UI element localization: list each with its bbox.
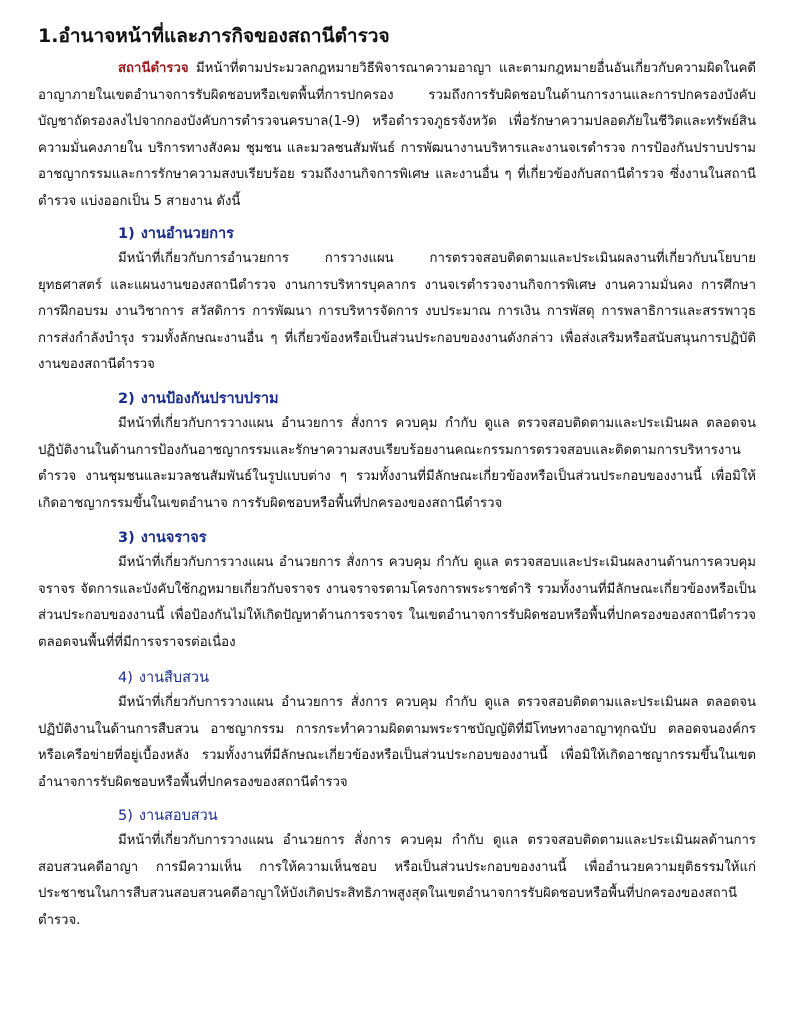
section-1-body: มีหน้าที่เกี่ยวกับการอำนวยการ การวางแผน การตรวจสอบติดตามและประเมินผลงานที่เกี่ยวกับนโยบายยุทธศาสตร์ และแผนงานของสถานีตำรวจ งานการบริหารบุคลากร งานจเรตำรวจงานกิจการพิเศษ งานความมั่นคง การศึกษาการฝึกอบรม งานวิชาการ สวัสดิการ การพัฒนา การบริหารจัดการ งบประมาณ การเงิน การพัสดุ การพลาธิการและสรรพาวุธการส่งกำลังบำรุง รวมทั้งลักษณะงานอื่น ๆ ที่เกี่ยวข้องหรือเป็นส่วนประกอบของงานดังกล่าว เพื่อส่งเสริมหรือสนับสนุนการปฏิบัติงานของสถานีตำรวจ xyxy=(38,251,756,372)
section-3-number: 3) xyxy=(118,530,135,546)
section-2-heading xyxy=(118,387,718,411)
section-2-body: มีหน้าที่เกี่ยวกับการวางแผน อำนวยการ สั่งการ ควบคุม กำกับ ดูแล ตรวจสอบติดตามและประเมินผล ตลอดจนปฏิบัติงานในด้านการป้องกันอาชญากรรมและรักษาความสงบเรียบร้อยงานคณะกรรมการตรวจสอบและติดตามการบริหารงานตำรวจ งานชุมชนและมวลชนสัมพันธ์ในรูปแบบต่าง ๆ รวมทั้งงานที่มีลักษณะเกี่ยวข้องหรือเป็นส่วนประกอบของงานนี้ เพื่อมิให้เกิดอาชญากรรมขึ้นในเขตอำนาจ การรับผิดชอบหรือพื้นที่ปกครองของสถานีตำรวจ xyxy=(38,416,756,511)
section-3-title: งานจราจร xyxy=(140,530,207,546)
section-3-heading xyxy=(118,526,718,550)
section-3-body: มีหน้าที่เกี่ยวกับการวางแผน อำนวยการ สั่งการ ควบคุม กำกับ ดูแล ตรวจสอบและประเมินผลงานด้านการควบคุมจราจร จัดการและบังคับใช้กฎหมายเกี่ยวกับจราจร งานจราจรตามโครงการพระราชดำริ รวมทั้งงานที่มีลักษณะเกี่ยวข้องหรือเป็นส่วนประกอบของงานนี้ เพื่อป้องกันไม่ให้เกิดปัญหาด้านการจราจร ในเขตอำนาจการรับผิดชอบหรือพื้นที่ปกครองของสถานีตำรวจ ตลอดจนพื้นที่ที่มีการจราจรต่อเนื่อง xyxy=(38,555,756,650)
section-4-body: มีหน้าที่เกี่ยวกับการวางแผน อำนวยการ สั่งการ ควบคุม กำกับ ดูแล ตรวจสอบติดตามและประเมินผล ตลอดจนปฏิบัติงานในด้านการสืบสวน อาชญากรรม การกระทำความผิดตามพระราชบัญญัติที่มีโทษทางอาญาทุกฉบับ ตลอดจนองค์กรหรือเครือข่ายที่อยู่เบื้องหลัง รวมทั้งงานที่มีลักษณะเกี่ยวข้องหรือเป็นส่วนประกอบของงานนี้ เพื่อมิให้เกิดอาชญากรรมขึ้นในเขตอำนาจการรับผิดชอบหรือพื้นที่ปกครองของสถานีตำรวจ xyxy=(38,695,756,790)
section-4-number: 4) xyxy=(118,670,133,686)
intro-lead: สถานีตำรวจ xyxy=(118,61,189,76)
section-5-number: 5) xyxy=(118,808,133,824)
page-title: 1.อำนาจหน้าที่และภารกิจของสถานีตำรวจ xyxy=(38,25,390,47)
section-2-number: 2) xyxy=(118,391,135,407)
section-1-heading xyxy=(118,222,718,246)
section-4-heading xyxy=(118,666,718,690)
section-4-title: งานสืบสวน xyxy=(138,670,209,686)
section-1-number: 1) xyxy=(118,226,135,242)
section-5-heading xyxy=(118,804,718,828)
section-5-body: มีหน้าที่เกี่ยวกับการวางแผน อำนวยการ สั่งการ ควบคุม กำกับ ดูแล ตรวจสอบติดตามและประเมินผลด้านการสอบสวนคดีอาญา การมีความเห็น การให้ความเห็นชอบ หรือเป็นส่วนประกอบของงานนี้ เพื่ออำนวยความยุติธรรมให้แก่ประชาชนในการสืบสวนสอบสวนคดีอาญาให้บังเกิดประสิทธิภาพสูงสุดในเขตอำนาจการรับผิดชอบหรือพื้นที่ปกครองของสถานีตำรวจ. xyxy=(38,833,756,928)
section-2-title: งานป้องกันปราบปราม xyxy=(140,391,279,407)
section-1-title: งานอำนวยการ xyxy=(140,226,234,242)
intro-text: มีหน้าที่ตามประมวลกฎหมายวิธีพิจารณาความอาญา และตามกฎหมายอื่นอันเกี่ยวกับความผิดในคดีอาญาภายในเขตอำนาจการรับผิดชอบหรือเขตพื้นที่การปกครอง รวมถึงการรับผิดชอบในด้านการงานและการปกครองบังคับบัญชาถัดรองลงไปจากกองบังคับการตำรวจนครบาล(1-9) หรือตำรวจภูธรจังหวัด เพื่อรักษาความปลอดภัยในชีวิตและทรัพย์สินความมั่นคงภายใน บริการทางสังคม ชุมชน และมวลชนสัมพันธ์ การพัฒนางานบริหารและงานจเรตำรวจ การป้องกันปราบปรามอาชญากรรมและการรักษาความสงบเรียบร้อย รวมถึงงานกิจการพิเศษ และงานอื่น ๆ ที่เกี่ยวข้องกับสถานีตำรวจ ซึ่งงานในสถานีตำรวจ แบ่งออกเป็น 5 สายงาน ดังนี้ xyxy=(38,61,756,209)
intro-paragraph xyxy=(38,56,756,215)
section-5-title: งานสอบสวน xyxy=(138,808,218,824)
